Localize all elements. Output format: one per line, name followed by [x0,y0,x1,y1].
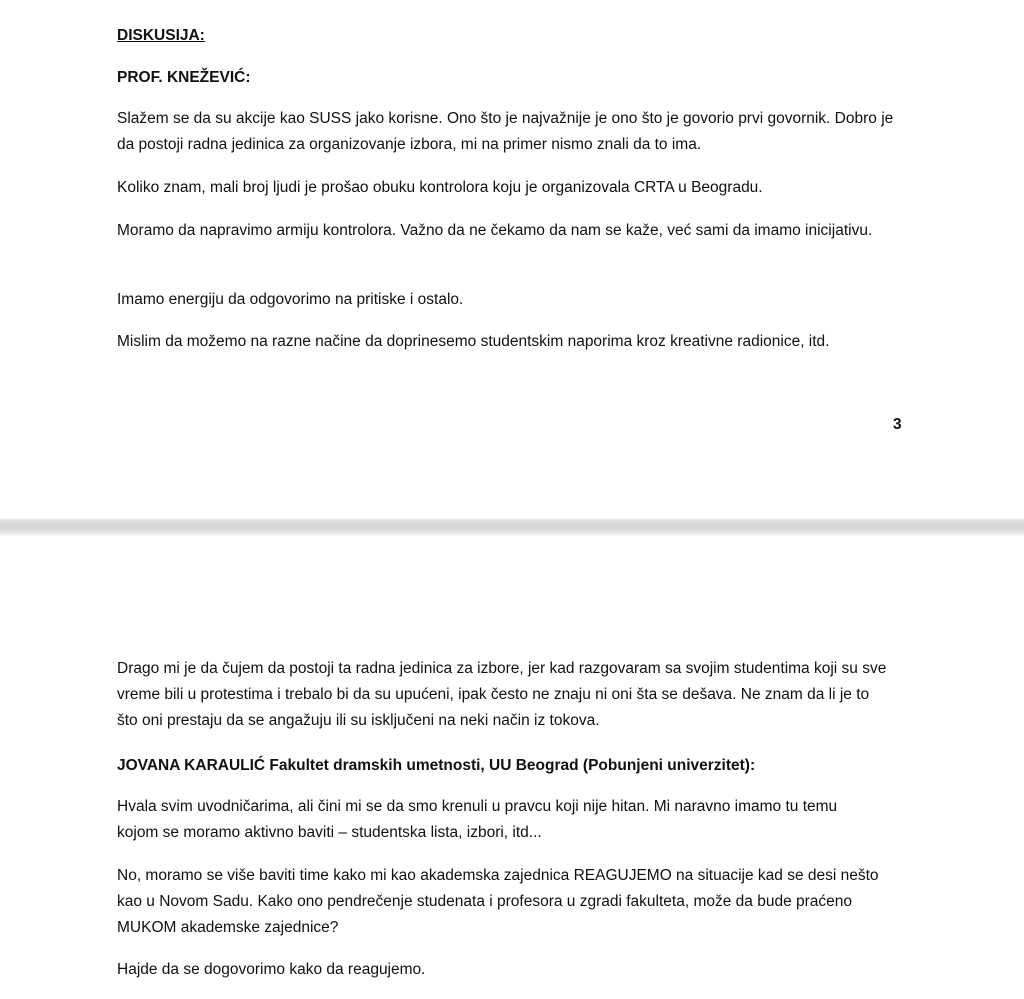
paragraph: Imamo energiju da odgovorimo na pritiske i ostalo. [117,291,464,308]
paragraph: Slažem se da su akcije kao SUSS jako korisne. Ono što je najvažnije je ono što je govorio prvi govornik. Dobro je da postoji radna jedinica za organizovanje izbora, mi na primer nismo znali da to ima. [117,110,894,153]
paragraph: No, moramo se više baviti time kako mi kao akademska zajednica REAGUJEMO na situacije kad se desi nešto kao u Novom Sadu. Kako ono pendrečenje studenata i profesora u zgradi fakulteta, može da bude praćeno MUKOM akademske zajednice? [117,867,879,936]
paragraph: Mislim da možemo na razne načine da doprinesemo studentskim naporima kroz kreativne radionice, itd. [117,333,830,350]
speaker-name: JOVANA KARAULIĆ Fakultet dramskih umetnosti, UU Beograd (Pobunjeni univerzitet): [117,757,756,774]
paragraph: Drago mi je da čujem da postoji ta radna jedinica za izbore, jer kad razgovaram sa svojim studentima koji su sve vreme bili u protestima i trebalo bi da su upućeni, ipak često ne znaju ni oni šta se dešava. Ne znam da li je to što oni prestaju da se angažuju ili su isključeni na neki način iz tokova. [117,660,887,729]
page-number: 3 [893,416,902,433]
paragraph: Moramo da napravimo armiju kontrolora. Važno da ne čekamo da nam se kaže, već sami da imamo inicijativu. [117,222,873,239]
page-separator [0,518,1024,536]
paragraph: Hajde da se dogovorimo kako da reagujemo. [117,961,426,978]
document-page-4 [0,536,1024,999]
paragraph: Koliko znam, mali broj ljudi je prošao obuku kontrolora koju je organizovala CRTA u Beogradu. [117,179,763,196]
section-heading: DISKUSIJA: [117,27,205,44]
speaker-name: PROF. KNEŽEVIĆ: [117,69,251,86]
paragraph: Hvala svim uvodničarima, ali čini mi se da smo krenuli u pravcu koji nije hitan. Mi naravno imamo tu temu kojom se moramo aktivno baviti – studentska lista, izbori, itd... [117,798,838,841]
